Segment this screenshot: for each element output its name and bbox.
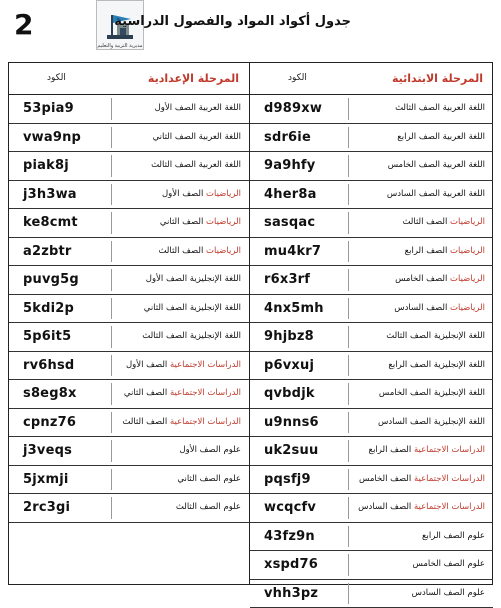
subject-code: 5jxmji [23,472,107,487]
table-row [9,494,249,523]
table-row [250,352,493,381]
subject-code: 5kdi2p [23,301,107,316]
subject-grade: الصف الخامس [395,274,450,284]
subject-label [124,388,241,398]
table-row [9,466,249,495]
subject-name-highlight: الرياضيات [206,217,241,227]
subject-label [142,331,241,341]
subject-code: rv6hsd [23,358,107,373]
subject-name-highlight: الدراسات الاجتماعية [170,360,241,370]
subject-grade: اللغة الإنجليزية الصف السادس [378,417,485,427]
subject-label [395,103,485,113]
subject-grade: اللغة العربية الصف السادس [387,189,485,199]
column-divider [111,326,112,348]
column-divider [348,526,349,548]
table-row [250,181,493,210]
column-divider [348,127,349,149]
column-divider [348,98,349,120]
subject-code: vwa9np [23,130,107,145]
subject-label [160,217,241,227]
subject-grade: الصف الثالث [158,246,206,256]
column-divider [111,298,112,320]
subject-label [177,474,241,484]
subject-grade: اللغة الإنجليزية الصف الثالث [142,331,241,341]
subject-grade: الصف الرابع [369,445,414,455]
table-row [9,352,249,381]
table-row [250,295,493,324]
column-divider [348,298,349,320]
subject-name-highlight: الدراسات الاجتماعية [170,388,241,398]
subject-code: sasqac [264,215,348,230]
column-divider [348,554,349,576]
subject-name-highlight: الدراسات الاجتماعية [414,474,485,484]
subject-label [412,588,485,598]
subject-grade: الصف الثالث [122,417,170,427]
code-column-header: الكود [47,73,66,83]
table-row [250,124,493,153]
subject-code: sdr6ie [264,130,348,145]
table-row [9,238,249,267]
subject-code: 2rc3gi [23,500,107,515]
subject-label [176,502,241,512]
subject-grade: الصف الثالث [402,217,450,227]
column-divider [111,241,112,263]
subject-code: d989xw [264,101,348,116]
subject-label [162,189,241,199]
table-row [9,209,249,238]
subject-name-highlight: الرياضيات [206,246,241,256]
subject-label [386,331,485,341]
subject-grade: اللغة العربية الصف الثالث [395,103,485,113]
subject-grade: علوم الصف الرابع [422,531,485,541]
subject-label [413,559,485,569]
page-number: 2 [14,8,33,41]
subject-label [388,360,485,370]
table-row [250,437,493,466]
preparatory-header [9,63,249,95]
subject-label [394,303,485,313]
subject-code: qvbdjk [264,386,348,401]
table-row [9,380,249,409]
subject-code: 43fz9n [264,529,348,544]
subject-grade: اللغة العربية الصف الرابع [397,132,485,142]
preparatory-rows [9,95,249,523]
column-divider [111,355,112,377]
table-row [250,380,493,409]
column-divider [348,583,349,605]
subject-label [122,417,241,427]
primary-column [249,63,493,584]
subject-code: r6x3rf [264,272,348,287]
subject-label [397,132,485,142]
column-divider [111,440,112,462]
subject-grade: الصف الثاني [124,388,170,398]
subject-name-highlight: الرياضيات [450,246,485,256]
subject-label [146,274,241,284]
subject-name-highlight: الدراسات الاجتماعية [414,445,485,455]
subject-grade: اللغة العربية الصف الثالث [151,160,241,170]
subject-grade: اللغة العربية الصف الأول [155,103,241,113]
subject-label [158,246,241,256]
table-row [250,551,493,580]
subject-label [402,217,485,227]
column-divider [111,155,112,177]
subject-code: pqsfj9 [264,472,348,487]
subject-name-highlight: الرياضيات [450,303,485,313]
table-row [9,323,249,352]
column-divider [348,412,349,434]
table-row [250,209,493,238]
subject-grade: الصف الثاني [160,217,206,227]
subject-label [378,417,485,427]
table-row [9,437,249,466]
subject-label [369,445,485,455]
subject-code: u9nns6 [264,415,348,430]
table-row [9,409,249,438]
table-row [9,95,249,124]
subject-label [388,160,485,170]
subject-label [395,274,485,284]
subject-code: puvg5g [23,272,107,287]
subject-grade: اللغة العربية الصف الثاني [153,132,241,142]
preparatory-column [9,63,249,523]
subject-name-highlight: الدراسات الاجتماعية [170,417,241,427]
column-divider [111,98,112,120]
subject-grade: الصف الخامس [359,474,414,484]
column-divider [111,212,112,234]
subject-code: 4her8a [264,187,348,202]
subject-grade: علوم الصف الثاني [177,474,241,484]
preparatory-stage-title: المرحلة الإعدادية [148,72,239,85]
subject-name-highlight: الرياضيات [206,189,241,199]
table-row [9,152,249,181]
table-row [250,580,493,608]
column-divider [348,155,349,177]
table-row [250,95,493,124]
subject-grade: اللغة الإنجليزية الصف الخامس [379,388,485,398]
subject-grade: الصف السادس [358,502,414,512]
subject-code: xspd76 [264,557,348,572]
subject-grade: علوم الصف الخامس [413,559,485,569]
table-row [250,152,493,181]
column-divider [348,241,349,263]
subject-code: 53pia9 [23,101,107,116]
table-row [250,466,493,495]
table-row [9,124,249,153]
table-row [250,523,493,552]
subject-code: 9hjbz8 [264,329,348,344]
subject-grade: علوم الصف الثالث [176,502,241,512]
column-divider [348,212,349,234]
table-row [250,494,493,523]
subject-code: p6vxuj [264,358,348,373]
subject-grade: الصف الأول [126,360,170,370]
subject-code: ke8cmt [23,215,107,230]
column-divider [348,469,349,491]
subject-code: j3h3wa [23,187,107,202]
subject-label [359,474,485,484]
table-row [250,238,493,267]
table-row [250,409,493,438]
column-divider [348,269,349,291]
primary-stage-title: المرحلة الابتدائية [392,72,483,85]
subject-grade: اللغة الإنجليزية الصف الثاني [144,303,241,313]
subject-code: s8eg8x [23,386,107,401]
subject-code: j3veqs [23,443,107,458]
subject-label [422,531,485,541]
subject-code: uk2suu [264,443,348,458]
column-divider [348,497,349,519]
subject-grade: الصف السادس [394,303,450,313]
subject-name-highlight: الرياضيات [450,217,485,227]
subject-label [358,502,485,512]
subject-label [126,360,241,370]
column-divider [348,326,349,348]
column-divider [348,440,349,462]
subject-label [387,189,485,199]
column-divider [111,127,112,149]
column-divider [111,269,112,291]
column-divider [111,412,112,434]
subject-label [379,388,485,398]
column-divider [111,469,112,491]
column-divider [111,497,112,519]
subject-label [144,303,241,313]
subject-code: a2zbtr [23,244,107,259]
subject-code: vhh3pz [264,586,348,601]
subject-grade: اللغة الإنجليزية الصف الأول [146,274,241,284]
subject-grade: الصف الأول [162,189,206,199]
column-divider [348,355,349,377]
table-row [9,181,249,210]
subject-name-highlight: الرياضيات [450,274,485,284]
column-divider [348,184,349,206]
column-divider [111,184,112,206]
table-row [250,266,493,295]
code-column-header: الكود [288,73,307,83]
table-row [9,266,249,295]
subject-label [179,445,241,455]
subject-grade: اللغة الإنجليزية الصف الثالث [386,331,485,341]
subject-grade: علوم الصف الأول [179,445,241,455]
table-row [9,295,249,324]
subject-code: 4nx5mh [264,301,348,316]
primary-header [250,63,493,95]
subject-code: mu4kr7 [264,244,348,259]
logo-caption: مديرية التربية والتعليم [97,43,142,49]
subject-grade: علوم الصف السادس [412,588,485,598]
table-row [250,323,493,352]
subject-code: wcqcfv [264,500,348,515]
subject-code: cpnz76 [23,415,107,430]
subject-label [155,103,241,113]
subject-code: 5p6it5 [23,329,107,344]
codes-table [8,62,493,585]
document-title: جدول أكواد المواد والفصول الدراسية [114,14,351,29]
subject-code: piak8j [23,158,107,173]
subject-grade: الصف الرابع [405,246,450,256]
subject-label [151,160,241,170]
primary-rows [250,95,493,608]
subject-name-highlight: الدراسات الاجتماعية [414,502,485,512]
column-divider [111,383,112,405]
subject-label [153,132,241,142]
column-divider [348,383,349,405]
subject-label [405,246,485,256]
subject-grade: اللغة العربية الصف الخامس [388,160,485,170]
subject-grade: اللغة الإنجليزية الصف الرابع [388,360,485,370]
subject-code: 9a9hfy [264,158,348,173]
